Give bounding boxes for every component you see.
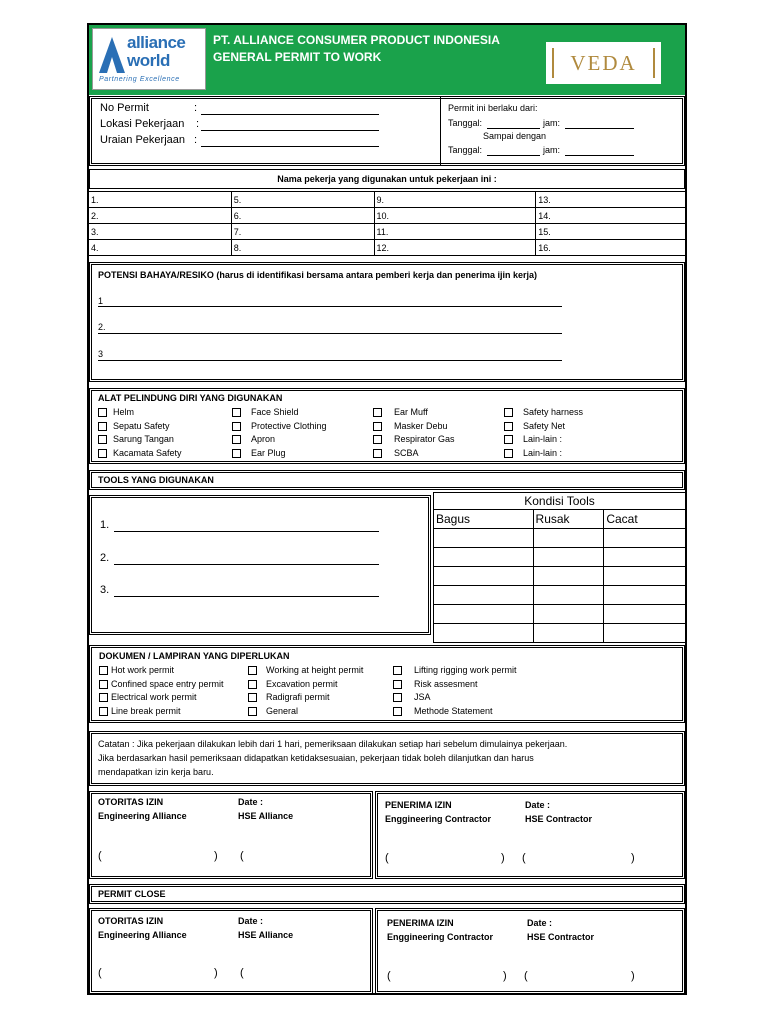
doc-option[interactable]: General	[248, 705, 363, 719]
docs-col-3	[393, 664, 517, 718]
worker-cell[interactable]: 6.	[231, 208, 374, 224]
lokasi-label: Lokasi Pekerjaan	[100, 118, 185, 130]
checkbox[interactable]	[504, 449, 513, 458]
eng-alliance-label: Engineering Alliance	[98, 930, 187, 940]
hse-alliance-label: HSE Alliance	[238, 811, 294, 821]
table-row	[434, 529, 686, 548]
ppe-col-3	[373, 406, 455, 460]
doc-option[interactable]: Radigrafi permit	[248, 691, 363, 705]
checkbox[interactable]	[99, 666, 108, 675]
otoritas-label: OTORITAS IZIN	[98, 797, 164, 807]
tools-title: TOOLS YANG DIGUNAKAN	[98, 475, 214, 485]
worker-cell[interactable]: 1.	[89, 192, 232, 208]
hazard-field-3[interactable]	[98, 360, 562, 361]
sign-paren[interactable]: (	[522, 852, 526, 864]
sampai-label: Sampai dengan	[483, 131, 547, 141]
ppe-title: ALAT PELINDUNG DIRI YANG DIGUNAKAN	[98, 393, 283, 403]
checkbox[interactable]	[232, 449, 241, 458]
hazard-field-1[interactable]	[98, 306, 562, 307]
checkbox[interactable]	[393, 680, 402, 689]
checkbox[interactable]	[232, 435, 241, 444]
ppe-option[interactable]: Protective Clothing	[232, 420, 327, 434]
permit-close-title: PERMIT CLOSE	[98, 889, 166, 899]
kondisi-cell[interactable]	[533, 624, 604, 643]
berlaku-label: Permit ini berlaku dari:	[448, 103, 538, 113]
checkbox[interactable]	[98, 449, 107, 458]
checkbox[interactable]	[98, 408, 107, 417]
sign-paren[interactable]: (	[98, 967, 102, 979]
sign-paren[interactable]: (	[524, 970, 528, 982]
kondisi-cell[interactable]	[604, 567, 686, 586]
worker-cell[interactable]: 15.	[536, 224, 686, 240]
lokasi-field[interactable]	[201, 130, 379, 131]
sign-paren[interactable]: (	[240, 850, 244, 862]
ppe-option[interactable]: Masker Debu	[373, 420, 455, 434]
kondisi-cell[interactable]	[434, 567, 534, 586]
sign-paren: )	[214, 967, 218, 979]
worker-cell[interactable]: 2.	[89, 208, 232, 224]
table-row	[89, 240, 686, 256]
catatan-line-2: Jika berdasarkan hasil pemeriksaan didapatkan ketidaksesuaian, pekerjaan tidak boleh dilanjutkan dan harus	[98, 753, 534, 763]
hazard-number: 2.	[98, 322, 106, 332]
tool-number: 3.	[100, 584, 110, 596]
checkbox[interactable]	[393, 707, 402, 716]
ppe-option[interactable]: Apron	[232, 433, 327, 447]
doc-option[interactable]: Methode Statement	[393, 705, 517, 719]
company-name: PT. ALLIANCE CONSUMER PRODUCT INDONESIA	[213, 33, 500, 47]
kondisi-cell[interactable]	[533, 605, 604, 624]
tanggal-label-2: Tanggal:	[448, 145, 483, 155]
hazard-number: 1	[98, 296, 104, 306]
kondisi-header: Kondisi Tools	[434, 493, 686, 510]
tool-field-3[interactable]	[114, 596, 379, 597]
ppe-option[interactable]: Helm	[98, 406, 182, 420]
worker-cell[interactable]: 13.	[536, 192, 686, 208]
sign-paren[interactable]: (	[385, 852, 389, 864]
checkbox[interactable]	[232, 422, 241, 431]
worker-cell[interactable]: 3.	[89, 224, 232, 240]
checkbox[interactable]	[373, 449, 382, 458]
hse-contractor-label: HSE Contractor	[525, 814, 593, 824]
tools-list-box	[89, 495, 431, 635]
doc-option[interactable]: Electrical work permit	[99, 691, 224, 705]
worker-cell[interactable]: 16.	[536, 240, 686, 256]
hse-contractor-label: HSE Contractor	[527, 932, 595, 942]
date-label: Date :	[238, 916, 264, 926]
eng-contractor-label: Enggineering Contractor	[385, 814, 492, 824]
date-label: Date :	[525, 800, 551, 810]
worker-cell[interactable]: 4.	[89, 240, 232, 256]
penerima-label: PENERIMA IZIN	[387, 918, 454, 928]
checkbox[interactable]	[393, 693, 402, 702]
doc-option[interactable]: Risk assesment	[393, 678, 517, 692]
form-title: GENERAL PERMIT TO WORK	[213, 50, 382, 64]
ppe-option[interactable]: SCBA	[373, 447, 455, 461]
kondisi-cell[interactable]	[434, 605, 534, 624]
kondisi-cell[interactable]	[533, 548, 604, 567]
kondisi-cell[interactable]	[604, 605, 686, 624]
table-row	[434, 586, 686, 605]
doc-option[interactable]: Working at height permit	[248, 664, 363, 678]
tool-number: 1.	[100, 519, 110, 531]
table-row	[89, 208, 686, 224]
checkbox[interactable]	[393, 666, 402, 675]
kondisi-cell[interactable]	[434, 548, 534, 567]
table-row	[434, 624, 686, 643]
checkbox[interactable]	[248, 680, 257, 689]
date-label: Date :	[527, 918, 553, 928]
ppe-option[interactable]: Sepatu Safety	[98, 420, 182, 434]
kondisi-cell[interactable]	[604, 586, 686, 605]
ppe-option[interactable]: Kacamata Safety	[98, 447, 182, 461]
kondisi-cell[interactable]	[604, 529, 686, 548]
ppe-option[interactable]: Sarung Tangan	[98, 433, 182, 447]
sign-paren: )	[503, 970, 507, 982]
no-permit-label: No Permit	[100, 102, 149, 114]
kondisi-cell[interactable]	[434, 529, 534, 548]
checkbox[interactable]	[98, 422, 107, 431]
kondisi-cell[interactable]	[533, 586, 604, 605]
table-row	[434, 567, 686, 586]
checkbox[interactable]	[99, 707, 108, 716]
worker-cell[interactable]: 12.	[374, 240, 536, 256]
logo-tagline: Partnering Excellence	[99, 76, 180, 83]
otoritas-label: OTORITAS IZIN	[98, 916, 164, 926]
table-row	[89, 192, 686, 208]
checkbox[interactable]	[248, 666, 257, 675]
table-row	[434, 493, 686, 510]
doc-option[interactable]: Line break permit	[99, 705, 224, 719]
veda-text: VEDA	[570, 51, 637, 75]
ppe-option[interactable]: Safety harness	[504, 406, 583, 420]
kondisi-cell[interactable]	[604, 624, 686, 643]
ppe-col-1	[98, 406, 182, 460]
date-label: Date :	[238, 797, 264, 807]
penerima-label: PENERIMA IZIN	[385, 800, 452, 810]
sign-paren: )	[631, 852, 635, 864]
sign-paren[interactable]: (	[387, 970, 391, 982]
ppe-option[interactable]: Ear Plug	[232, 447, 327, 461]
kondisi-cell[interactable]	[533, 567, 604, 586]
ppe-col-4	[504, 406, 583, 460]
doc-option[interactable]: JSA	[393, 691, 517, 705]
uraian-field[interactable]	[201, 146, 379, 147]
doc-option[interactable]: Lifting rigging work permit	[393, 664, 517, 678]
rusak-header: Rusak	[533, 510, 604, 529]
hazards-section	[89, 262, 685, 382]
catatan-line-3: mendapatkan izin kerja baru.	[98, 767, 214, 777]
uraian-label: Uraian Pekerjaan	[100, 134, 185, 146]
table-row	[434, 548, 686, 567]
hse-alliance-label: HSE Alliance	[238, 930, 294, 940]
veda-logo	[546, 42, 661, 84]
hazard-number: 3	[98, 349, 104, 359]
checkbox[interactable]	[504, 435, 513, 444]
checkbox[interactable]	[248, 707, 257, 716]
checkbox[interactable]	[504, 422, 513, 431]
workers-table	[88, 191, 686, 256]
ppe-option[interactable]: Safety Net	[504, 420, 583, 434]
checkbox[interactable]	[373, 408, 382, 417]
worker-cell[interactable]: 7.	[231, 224, 374, 240]
kondisi-tools-table	[433, 492, 686, 643]
hazard-field-2[interactable]	[98, 333, 562, 334]
ppe-option[interactable]: Lain-lain :	[504, 447, 583, 461]
sign-paren[interactable]: (	[240, 967, 244, 979]
docs-col-2	[248, 664, 363, 718]
checkbox[interactable]	[373, 422, 382, 431]
checkbox[interactable]	[373, 435, 382, 444]
catatan-line-1: Catatan : Jika pekerjaan dilakukan lebih dari 1 hari, pemeriksaan dilakukan setiap hari sebelum dimulainya pekerjaan.	[98, 739, 568, 749]
checkbox[interactable]	[99, 680, 108, 689]
workers-title: Nama pekerja yang digunakan untuk pekerjaan ini :	[277, 174, 497, 184]
table-row	[89, 224, 686, 240]
hazards-title: POTENSI BAHAYA/RESIKO (harus di identifikasi bersama antara pemberi kerja dan penerima ijin kerja)	[98, 270, 537, 280]
tool-field-1[interactable]	[114, 531, 379, 532]
worker-cell[interactable]: 8.	[231, 240, 374, 256]
alliance-triangle-icon	[97, 35, 127, 75]
bagus-header: Bagus	[434, 510, 534, 529]
worker-cell[interactable]: 9.	[374, 192, 536, 208]
worker-cell[interactable]: 11.	[374, 224, 536, 240]
tanggal-to-field[interactable]	[487, 155, 540, 156]
doc-option[interactable]: Excavation permit	[248, 678, 363, 692]
sign-paren: )	[214, 850, 218, 862]
eng-contractor-label: Enggineering Contractor	[387, 932, 494, 942]
checkbox[interactable]	[248, 693, 257, 702]
checkbox[interactable]	[232, 408, 241, 417]
cacat-header: Cacat	[604, 510, 686, 529]
checkbox[interactable]	[504, 408, 513, 417]
permit-info-divider	[440, 97, 441, 165]
ppe-option[interactable]: Respirator Gas	[373, 433, 455, 447]
sign-paren: )	[631, 970, 635, 982]
table-row	[434, 605, 686, 624]
logo-world-text: world	[127, 51, 170, 70]
jam-to-field[interactable]	[565, 155, 634, 156]
ppe-col-2	[232, 406, 327, 460]
doc-option[interactable]: Confined space entry permit	[99, 678, 224, 692]
ppe-option[interactable]: Ear Muff	[373, 406, 455, 420]
sign-paren[interactable]: (	[98, 850, 102, 862]
doc-option[interactable]: Hot work permit	[99, 664, 224, 678]
worker-cell[interactable]: 10.	[374, 208, 536, 224]
kondisi-cell[interactable]	[604, 548, 686, 567]
ppe-option[interactable]: Face Shield	[232, 406, 327, 420]
jam-label: jam:	[543, 118, 561, 128]
checkbox[interactable]	[98, 435, 107, 444]
worker-cell[interactable]: 14.	[536, 208, 686, 224]
permit-close-box	[89, 884, 685, 904]
logo-alliance-text: alliance	[127, 33, 186, 52]
tool-field-2[interactable]	[114, 564, 379, 565]
tanggal-from-field[interactable]	[487, 128, 540, 129]
kondisi-cell[interactable]	[533, 529, 604, 548]
kondisi-cell[interactable]	[434, 586, 534, 605]
table-row	[434, 510, 686, 529]
tool-number: 2.	[100, 552, 110, 564]
sign-paren: )	[501, 852, 505, 864]
jam-from-field[interactable]	[565, 128, 634, 129]
no-permit-field[interactable]	[201, 114, 379, 115]
tanggal-label: Tanggal:	[448, 118, 483, 128]
ppe-option[interactable]: Lain-lain :	[504, 433, 583, 447]
eng-alliance-label: Engineering Alliance	[98, 811, 187, 821]
docs-title: DOKUMEN / LAMPIRAN YANG DIPERLUKAN	[99, 651, 290, 661]
worker-cell[interactable]: 5.	[231, 192, 374, 208]
jam-label-2: jam:	[543, 145, 561, 155]
checkbox[interactable]	[99, 693, 108, 702]
kondisi-cell[interactable]	[434, 624, 534, 643]
docs-col-1	[99, 664, 224, 718]
alliance-logo	[92, 28, 206, 90]
